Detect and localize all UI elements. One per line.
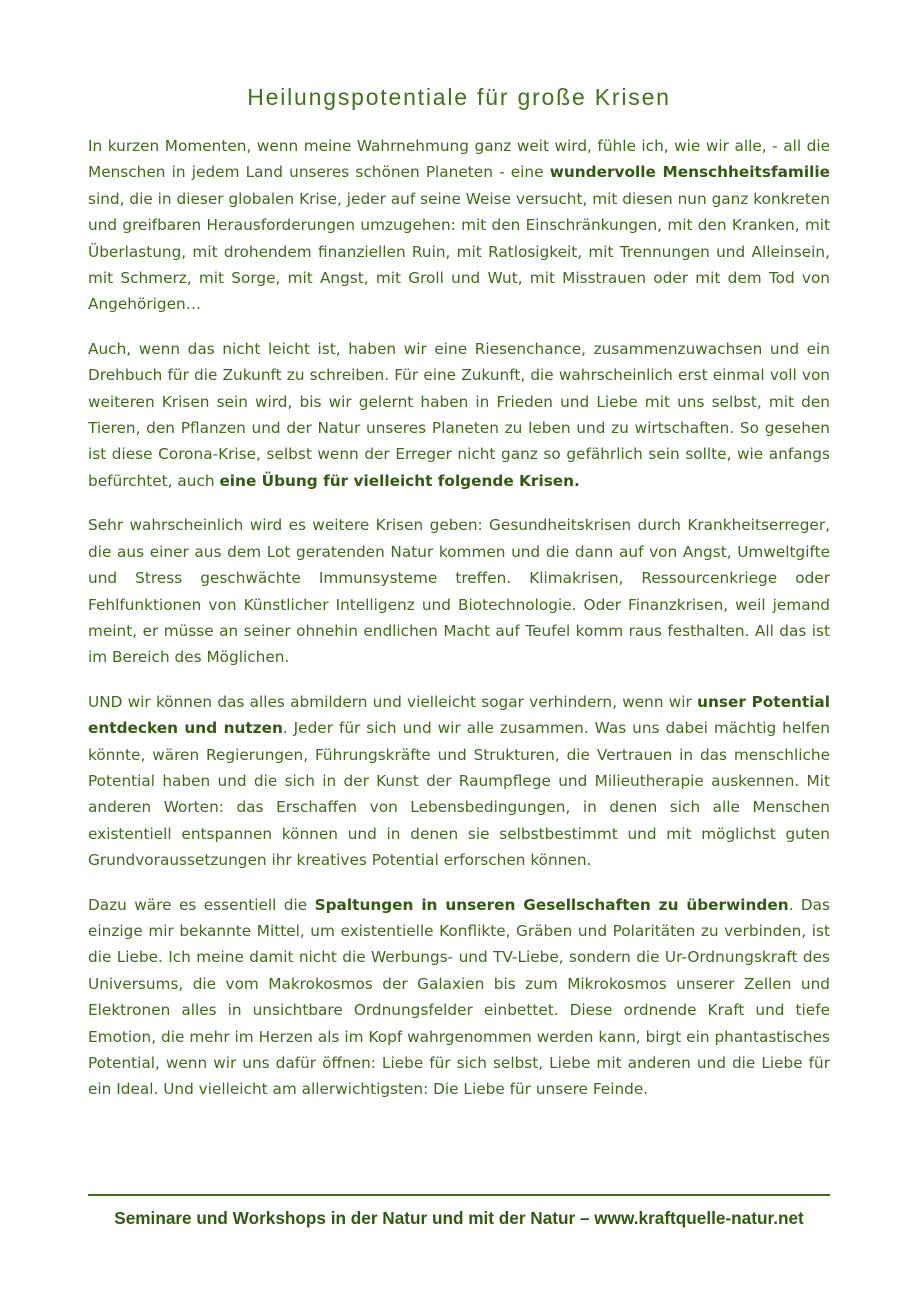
paragraph-2 xyxy=(88,336,830,494)
paragraph-1 xyxy=(88,133,830,318)
paragraph-text: UND wir können das alles abmildern und vielleicht sogar verhindern, wenn wir xyxy=(88,692,698,711)
paragraph-text: sind, die in dieser globalen Krise, jeder auf seine Weise versucht, mit diesen nun ganz konkreten und greifbaren Herausforderungen umzugehen: mit den Einschränkungen, mit den Kranken, mit Überlastung, mit drohendem finanziellen Ruin, mit Ratlosigkeit, mit Trennungen und Alleinsein, mit Schmerz, mit Sorge, mit Angst, mit Groll und Wut, mit Misstrauen oder mit dem Tod von Angehörigen… xyxy=(88,189,830,314)
paragraph-text: . Das einzige mir bekannte Mittel, um existentielle Konflikte, Gräben und Polaritäten zu verbinden, ist die Liebe. Ich meine damit nicht die Werbungs- und TV-Liebe, sondern die Ur-Ordnungskraft des Universums, die vom Makrokosmos der Galaxien bis zum Mikrokosmos unserer Zellen und Elektronen alles in unsichtbare Ordnungsfelder einbettet. Diese ordnende Kraft und tiefe Emotion, die mehr im Herzen als im Kopf wahrgenommen werden kann, birgt ein phantastisches Potential, wenn wir uns dafür öffnen: Liebe für sich selbst, Liebe mit anderen und die Liebe für ein Ideal. Und vielleicht am allerwichtigsten: Die Liebe für unsere Feinde. xyxy=(88,895,830,1099)
emphasis-text: Spaltungen in unseren Gesellschaften zu überwinden xyxy=(314,895,789,914)
page-title: Heilungspotentiale für große Krisen xyxy=(247,84,671,110)
paragraph-text: Auch, wenn das nicht leicht ist, haben wir eine Riesenchance, zusammenzuwachsen und ein Drehbuch für die Zukunft zu schreiben. Für eine Zukunft, die wahrscheinlich erst einmal voll von weiteren Krisen sein wird, bis wir gelernt haben in Frieden und Liebe mit uns selbst, mit den Tieren, den Pflanzen und der Natur unseres Planeten zu leben und zu wirtschaften. So gesehen ist diese Corona-Krise, selbst wenn der Erreger nicht ganz so gefährlich sein sollte, wie anfangs befürchtet, auch xyxy=(88,339,830,490)
paragraph-5 xyxy=(88,892,830,1103)
paragraph-text: In kurzen Momenten, wenn meine Wahrnehmung ganz weit wird, fühle ich, wie wir alle, - all die Menschen in jedem Land unseres schönen Planeten - eine xyxy=(88,137,830,182)
paragraph-3 xyxy=(88,512,830,670)
emphasis-text: wundervolle Menschheitsfamilie xyxy=(549,163,830,182)
paragraph-4 xyxy=(88,689,830,874)
footer-text: Seminare und Workshops in der Natur und mit der Natur – www.kraftquelle-natur.net xyxy=(114,1208,804,1228)
footer-divider xyxy=(88,1194,830,1196)
paragraph-text: Sehr wahrscheinlich wird es weitere Krisen geben: Gesundheitskrisen durch Krankheitserreger, die aus einer aus dem Lot geratenden Natur kommen und die dann auf von Angst, Umweltgifte und Stress geschwächte Immunsysteme treffen. Klimakrisen, Ressourcenkriege oder Fehlfunktionen von Künstlicher Intelligenz und Biotechnologie. Oder Finanzkrisen, weil jemand meint, er müsse an seiner ohnehin endlichen Macht auf Teufel komm raus festhalten. All das ist im Bereich des Möglichen. xyxy=(88,516,830,667)
paragraph-text: . Jeder für sich und wir alle zusammen. Was uns dabei mächtig helfen könnte, wären Regierungen, Führungskräfte und Strukturen, die Vertrauen in das menschliche Potential haben und die sich in der Kunst der Raumpflege und Milieutherapie auskennen. Mit anderen Worten: das Erschaffen von Lebensbedingungen, in denen sich alle Menschen existentiell entspannen können und in denen sie selbstbestimmt und mit möglichst guten Grundvoraussetzungen ihr kreatives Potential erforschen können. xyxy=(88,719,830,870)
paragraph-text: Dazu wäre es essentiell die xyxy=(88,895,315,914)
emphasis-text: unser Potential entdecken und nutzen xyxy=(88,692,831,738)
emphasis-text: eine Übung für vielleicht folgende Krisen. xyxy=(219,471,580,490)
article-body xyxy=(88,133,830,1121)
